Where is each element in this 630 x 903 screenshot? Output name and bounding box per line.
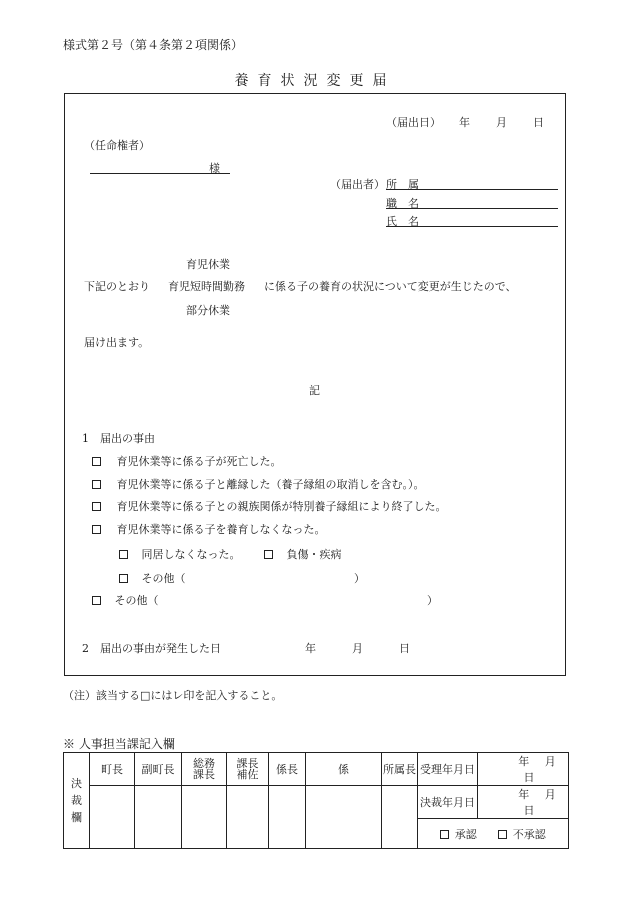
- seal-kakari[interactable]: [306, 786, 382, 849]
- received-year: 年: [518, 755, 530, 768]
- sub-reason-not-cohabiting[interactable]: [119, 546, 241, 562]
- reason-death-text: 育児休業等に係る子が死亡した。: [116, 455, 282, 468]
- leave-type-short-hours: 育児短時間勤務: [168, 280, 245, 293]
- approved-date-value[interactable]: [478, 786, 569, 819]
- approved-year: 年: [518, 788, 530, 801]
- checkbox-icon[interactable]: [119, 550, 128, 559]
- header-fukuchokyo: 副町長: [135, 753, 182, 786]
- header-somu-kacho: [182, 753, 227, 786]
- approve-option[interactable]: [440, 828, 480, 841]
- occurrence-year: 年: [305, 642, 316, 655]
- disapprove-text: 不承認: [512, 827, 546, 841]
- affiliation-line[interactable]: [386, 189, 558, 190]
- reason-other[interactable]: [92, 592, 159, 608]
- header-kacho-hosa: [227, 753, 269, 786]
- seal-fukuchokyo[interactable]: [135, 786, 182, 849]
- appointer-label: （任命権者）: [84, 139, 150, 152]
- seal-chokyo[interactable]: [90, 786, 135, 849]
- reason-other-close: ）: [427, 594, 438, 607]
- notification-day: 日: [533, 116, 544, 129]
- document-title: 養育状況変更届: [234, 73, 396, 89]
- intro-prefix: 下記のとおり: [84, 280, 150, 293]
- reason-dissolution[interactable]: [92, 476, 425, 492]
- approve-text: 承認: [454, 827, 477, 841]
- position-label: 職 名: [386, 197, 419, 210]
- seal-shozokucho[interactable]: [382, 786, 418, 849]
- checkbox-icon[interactable]: [498, 830, 507, 839]
- occurrence-heading: 2 届出の事由が発生した日: [82, 642, 221, 655]
- approved-date-label: 決裁年月日: [418, 786, 478, 819]
- header-shozokucho: 所属長: [382, 753, 418, 786]
- sub-reason-injury-illness[interactable]: [264, 546, 342, 562]
- header-kacho-hosa-text: 課長補佐: [236, 757, 259, 781]
- sub-reason-not-cohabiting-text: 同居しなくなった。: [141, 548, 241, 561]
- received-date-label: 受理年月日: [418, 753, 478, 786]
- closing-text: 届け出ます。: [84, 336, 150, 349]
- name-line[interactable]: [386, 226, 558, 227]
- notification-month: 月: [496, 116, 507, 129]
- received-day: 日: [523, 771, 535, 784]
- position-line[interactable]: [386, 208, 558, 209]
- checkbox-icon[interactable]: [264, 550, 273, 559]
- checkbox-icon[interactable]: [92, 525, 101, 534]
- honorific-sama: 様: [209, 162, 220, 175]
- notifier-label: （届出者）: [330, 178, 385, 191]
- disapprove-option[interactable]: [498, 828, 546, 841]
- sub-reason-injury-illness-text: 負傷・疾病: [286, 548, 342, 561]
- reasons-heading: 1 届出の事由: [82, 432, 155, 445]
- checkbox-icon[interactable]: [92, 457, 101, 466]
- header-chokyo: 町長: [90, 753, 135, 786]
- approval-label-cell: [64, 753, 90, 849]
- approval-table: [63, 752, 569, 849]
- ki-heading: 記: [309, 384, 320, 397]
- approval-label: 決裁欄: [71, 777, 82, 824]
- reason-special-adoption-text: 育児休業等に係る子との親族関係が特別養子縁組により終了した。: [116, 500, 447, 513]
- reason-death[interactable]: [92, 453, 282, 469]
- checkbox-icon[interactable]: [92, 596, 101, 605]
- intro-suffix: に係る子の養育の状況について変更が生じたので、: [264, 280, 517, 293]
- checkbox-icon[interactable]: [92, 502, 101, 511]
- sub-reason-other-text: その他（: [141, 572, 186, 585]
- checkbox-icon[interactable]: [440, 830, 449, 839]
- reason-other-text: その他（: [114, 594, 159, 607]
- received-month: 月: [544, 755, 556, 768]
- footnote: （注）該当する□にはレ印を記入すること。: [63, 689, 283, 702]
- header-kakaricho: 係長: [269, 753, 306, 786]
- reason-no-longer-raising-text: 育児休業等に係る子を養育しなくなった。: [116, 523, 326, 536]
- reason-no-longer-raising[interactable]: [92, 521, 326, 537]
- approval-choice-cell: [418, 819, 569, 849]
- notification-date-label: （届出日）: [386, 116, 441, 129]
- leave-type-partial: 部分休業: [186, 304, 230, 317]
- appointer-name-line[interactable]: [90, 173, 230, 174]
- sub-reason-other[interactable]: [119, 570, 186, 586]
- notification-year: 年: [459, 116, 470, 129]
- occurrence-month: 月: [352, 642, 363, 655]
- sub-reason-other-close: ）: [354, 572, 365, 585]
- name-label: 氏 名: [386, 215, 419, 228]
- seal-kacho-hosa[interactable]: [227, 786, 269, 849]
- seal-somu-kacho[interactable]: [182, 786, 227, 849]
- received-date-value[interactable]: [478, 753, 569, 786]
- seal-kakaricho[interactable]: [269, 786, 306, 849]
- header-kakari: 係: [306, 753, 382, 786]
- approved-day: 日: [523, 804, 535, 817]
- checkbox-icon[interactable]: [119, 574, 128, 583]
- reason-dissolution-text: 育児休業等に係る子と離縁した（養子縁組の取消しを含む。）。: [116, 478, 425, 491]
- admin-section-label: ※ 人事担当課記入欄: [63, 737, 175, 751]
- form-number: 様式第２号（第４条第２項関係）: [63, 38, 244, 52]
- header-somu-kacho-text: 総務課長: [193, 757, 215, 781]
- checkbox-icon[interactable]: [92, 480, 101, 489]
- approved-month: 月: [544, 788, 556, 801]
- affiliation-label: 所 属: [386, 178, 419, 191]
- reason-special-adoption[interactable]: [92, 498, 447, 514]
- occurrence-day: 日: [399, 642, 410, 655]
- leave-type-childcare: 育児休業: [186, 258, 230, 271]
